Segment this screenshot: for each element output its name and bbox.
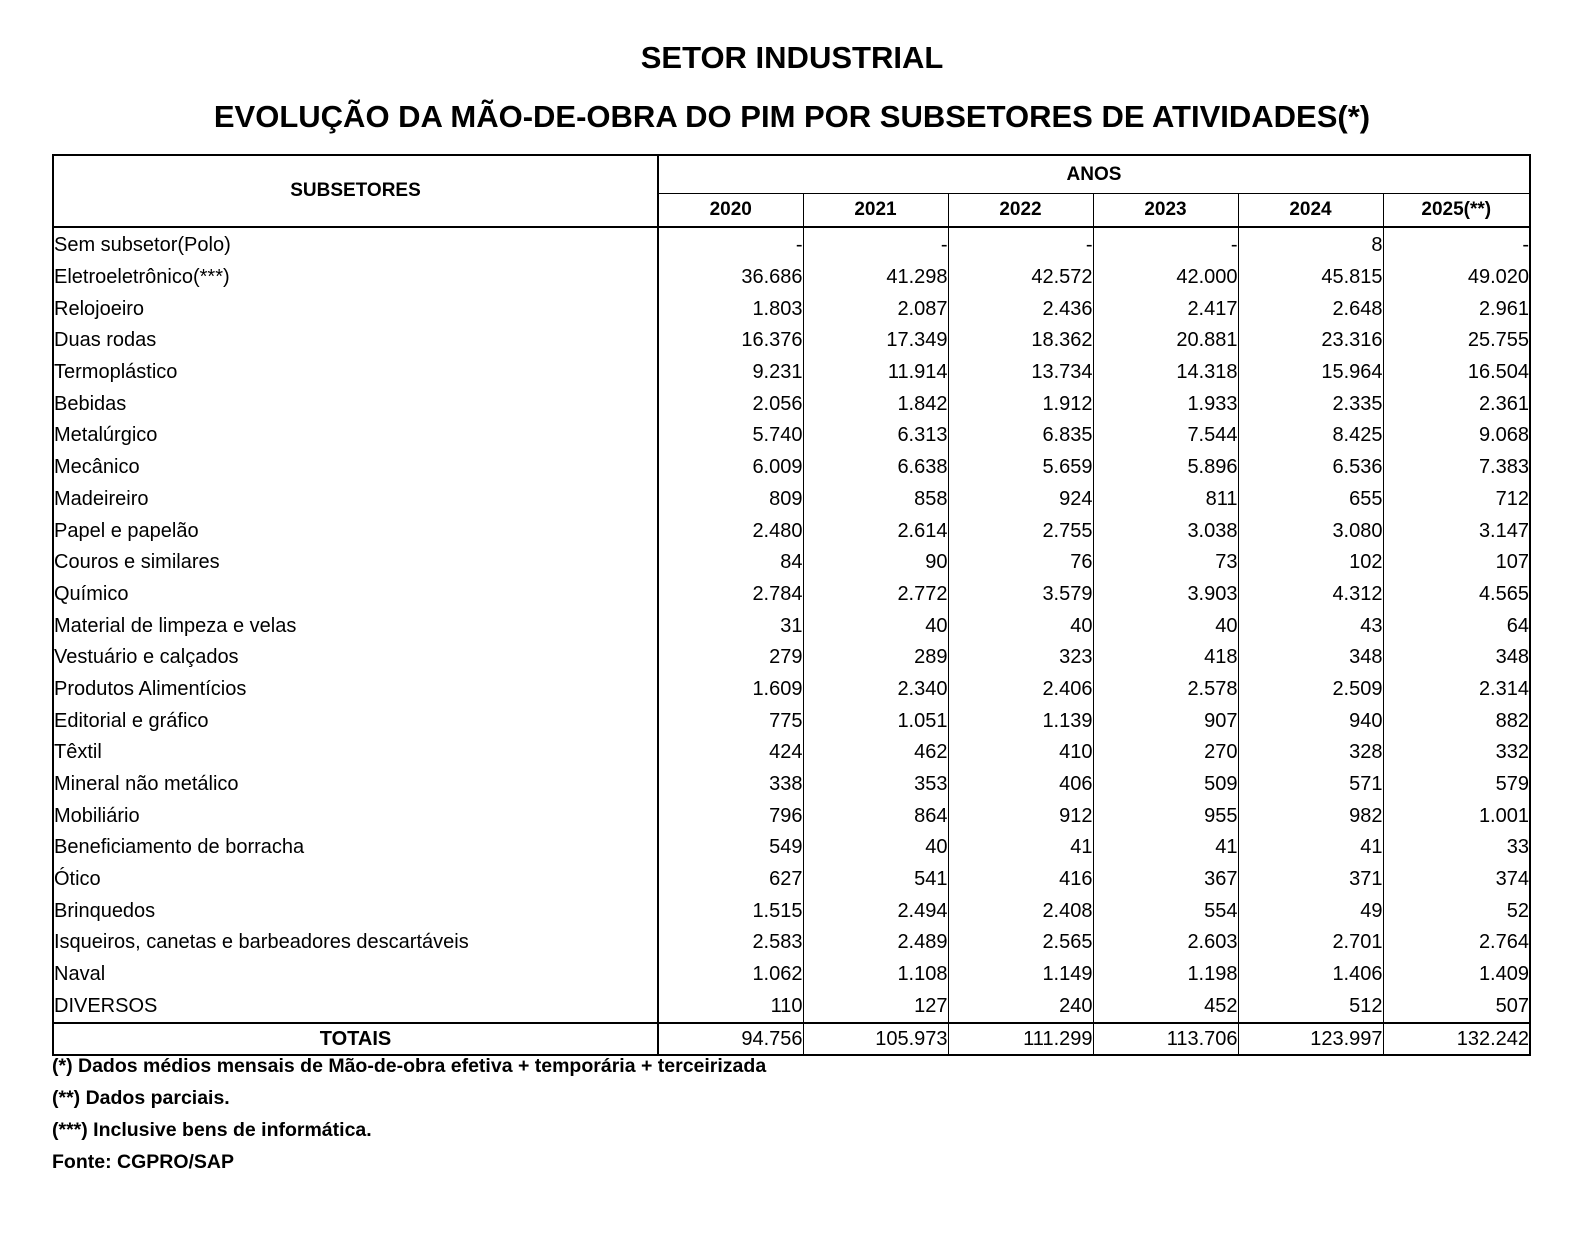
total-cell: 113.706 [1093,1023,1238,1055]
table-cell: 289 [803,642,948,674]
table-cell: 64 [1506,614,1529,637]
table-row [53,705,1530,737]
table-cell: 41 [1093,832,1238,864]
table-cell: 371 [1238,864,1383,896]
table-cell: 348 [1238,642,1383,674]
table-cell: 1.001 [1478,804,1529,827]
table-cell: 2.494 [803,895,948,927]
table-cell: 41.298 [803,262,948,294]
total-cell: 111.299 [948,1023,1093,1055]
page-subtitle: EVOLUÇÃO DA MÃO-DE-OBRA DO PIM POR SUBSETORES DE ATIVIDADES(*) [213,99,1371,134]
table-cell: 4.565 [1478,582,1529,605]
table-row [53,227,1530,262]
subsector-name: Relojoeiro [53,293,658,325]
table-cell: 2.314 [1478,677,1529,700]
footnote: Fonte: CGPRO/SAP [52,1151,235,1173]
table-cell: - [1522,234,1529,257]
table-cell: 20.881 [1093,325,1238,357]
subsector-name: Têxtil [53,737,658,769]
table-row [53,610,1530,642]
subsector-name: Ótico [53,864,658,896]
table-cell: 17.349 [803,325,948,357]
table-cell: 11.914 [803,357,948,389]
table-cell: 2.755 [948,515,1093,547]
table-cell: 1.409 [1478,963,1529,986]
table-row [53,927,1530,959]
table-row [53,832,1530,864]
labor-table [52,154,1531,1056]
table-row [53,737,1530,769]
table-cell: 31 [658,610,803,642]
subsector-name: Madeireiro [53,484,658,516]
table-cell: 9.068 [1478,424,1529,447]
table-row [53,484,1530,516]
table-cell: 1.149 [948,959,1093,991]
subsector-name: Produtos Alimentícios [53,674,658,706]
table-cell: 42.572 [948,262,1093,294]
table-cell: 43 [1238,610,1383,642]
table-cell: 2.565 [948,927,1093,959]
table-cell: 8 [1238,227,1383,262]
table-cell: 858 [803,484,948,516]
table-cell: 14.318 [1093,357,1238,389]
table-cell: 2.772 [803,579,948,611]
subsector-name: Metalúrgico [53,420,658,452]
table-cell: 5.659 [948,452,1093,484]
subsector-name: Químico [53,579,658,611]
table-cell: 332 [1495,741,1529,764]
table-cell: 541 [803,864,948,896]
subsector-name: Beneficiamento de borracha [53,832,658,864]
table-cell: 579 [1495,773,1529,796]
table-cell: 36.686 [658,262,803,294]
table-cell: 406 [948,769,1093,801]
table-cell: 571 [1238,769,1383,801]
table-cell: 2.335 [1238,388,1383,420]
table-cell: - [1093,227,1238,262]
table-cell: 6.835 [948,420,1093,452]
table-cell: 416 [948,864,1093,896]
table-cell: 6.536 [1238,452,1383,484]
table-cell: 809 [658,484,803,516]
table-cell: 5.740 [658,420,803,452]
table-cell: 1.062 [658,959,803,991]
table-cell: 9.231 [658,357,803,389]
table-cell: 1.933 [1093,388,1238,420]
totals-row [53,1023,1530,1055]
table-cell: 549 [658,832,803,864]
table-row [53,262,1530,294]
subsector-name: Sem subsetor(Polo) [53,227,658,262]
subsector-name: Naval [53,959,658,991]
table-cell: 1.139 [948,705,1093,737]
subsector-name: Termoplástico [53,357,658,389]
table-cell: 328 [1238,737,1383,769]
table-row [53,579,1530,611]
table-cell: 279 [658,642,803,674]
table-cell: 1.515 [658,895,803,927]
totals-label: TOTAIS [53,1023,658,1055]
table-cell: 367 [1093,864,1238,896]
table-cell: 3.903 [1093,579,1238,611]
table-cell: 270 [1093,737,1238,769]
table-cell: 882 [1495,709,1529,732]
table-cell: - [803,227,948,262]
table-cell: 33 [1506,836,1529,859]
table-cell: 924 [948,484,1093,516]
page-title: SETOR INDUSTRIAL [640,40,944,75]
table-cell: 712 [1495,487,1529,510]
table-cell: - [658,227,803,262]
footnotes [52,1052,766,1180]
table-cell: 410 [948,737,1093,769]
table-cell: 49.020 [1467,266,1529,289]
table-cell: 110 [658,991,803,1024]
year-header: 2020 [658,194,803,228]
table-row [53,420,1530,452]
table-cell: 1.803 [658,293,803,325]
subsector-name: Brinquedos [53,895,658,927]
table-cell: 40 [948,610,1093,642]
table-row [53,674,1530,706]
subsector-name: Bebidas [53,388,658,420]
table-cell: 955 [1093,800,1238,832]
table-cell: - [948,227,1093,262]
table-cell: 2.408 [948,895,1093,927]
table-row [53,991,1530,1024]
table-cell: 2.489 [803,927,948,959]
table-row [53,895,1530,927]
table-cell: 41 [1238,832,1383,864]
table-cell: 1.108 [803,959,948,991]
year-header: 2025(**) [1383,194,1530,228]
table-cell: 18.362 [948,325,1093,357]
table-cell: 73 [1093,547,1238,579]
table-cell: 2.340 [803,674,948,706]
total-cell: 105.973 [803,1023,948,1055]
table-cell: 6.313 [803,420,948,452]
table-cell: 2.961 [1478,297,1529,320]
table-cell: 2.436 [948,293,1093,325]
table-row [53,515,1530,547]
subsector-name: Couros e similares [53,547,658,579]
footnote: (*) Dados médios mensais de Mão-de-obra efetiva + temporária + terceirizada [52,1055,767,1077]
table-cell: 1.609 [658,674,803,706]
table-cell: 2.578 [1093,674,1238,706]
subsector-header: SUBSETORES [53,155,658,227]
table-cell: 15.964 [1238,357,1383,389]
table-cell: 627 [658,864,803,896]
table-cell: 2.784 [658,579,803,611]
table-cell: 52 [1506,899,1529,922]
table-cell: 462 [803,737,948,769]
table-cell: 6.638 [803,452,948,484]
table-cell: 323 [948,642,1093,674]
table-cell: 13.734 [948,357,1093,389]
table-cell: 509 [1093,769,1238,801]
table-cell: 2.361 [1478,392,1529,415]
table-row [53,959,1530,991]
table-cell: 84 [658,547,803,579]
table-cell: 353 [803,769,948,801]
table-row [53,800,1530,832]
table-cell: 1.842 [803,388,948,420]
table-cell: 2.406 [948,674,1093,706]
table-cell: 2.417 [1093,293,1238,325]
footnote: (***) Inclusive bens de informática. [52,1119,372,1141]
table-cell: 127 [803,991,948,1024]
table-row [53,357,1530,389]
table-cell: 90 [803,547,948,579]
table-cell: 49 [1238,895,1383,927]
table-cell: 374 [1495,868,1529,891]
subsector-name: Mineral não metálico [53,769,658,801]
footnote: (**) Dados parciais. [52,1087,230,1109]
table-cell: 2.764 [1478,931,1529,954]
year-header: 2023 [1093,194,1238,228]
table-cell: 418 [1093,642,1238,674]
table-cell: 40 [803,832,948,864]
table-cell: 796 [658,800,803,832]
subsector-name: DIVERSOS [53,991,658,1024]
table-cell: 16.376 [658,325,803,357]
table-cell: 940 [1238,705,1383,737]
table-cell: 3.080 [1238,515,1383,547]
table-cell: 348 [1495,646,1529,669]
table-cell: 3.579 [948,579,1093,611]
table-cell: 2.701 [1238,927,1383,959]
year-header: 2021 [803,194,948,228]
table-cell: 2.603 [1093,927,1238,959]
table-row [53,388,1530,420]
table-cell: 655 [1238,484,1383,516]
subsector-name: Isqueiros, canetas e barbeadores descartáveis [53,927,658,959]
table-cell: 7.544 [1093,420,1238,452]
table-row [53,452,1530,484]
table-cell: 811 [1093,484,1238,516]
table-cell: 864 [803,800,948,832]
table-row [53,325,1530,357]
subsector-name: Papel e papelão [53,515,658,547]
table-cell: 2.087 [803,293,948,325]
table-cell: 240 [948,991,1093,1024]
table-row [53,769,1530,801]
subsector-name: Mecânico [53,452,658,484]
table-cell: 2.583 [658,927,803,959]
table-cell: 907 [1093,705,1238,737]
table-cell: 76 [948,547,1093,579]
table-cell: 3.038 [1093,515,1238,547]
table-row [53,547,1530,579]
table-cell: 45.815 [1238,262,1383,294]
table-cell: 452 [1093,991,1238,1024]
subsector-name: Eletroeletrônico(***) [53,262,658,294]
table-cell: 1.051 [803,705,948,737]
table-cell: 424 [658,737,803,769]
table-row [53,293,1530,325]
subsector-name: Duas rodas [53,325,658,357]
table-cell: 1.912 [948,388,1093,420]
table-cell: 775 [658,705,803,737]
table-cell: 8.425 [1238,420,1383,452]
table-cell: 2.614 [803,515,948,547]
total-cell: 123.997 [1238,1023,1383,1055]
subsector-name: Editorial e gráfico [53,705,658,737]
subsector-name: Vestuário e calçados [53,642,658,674]
subsector-name: Material de limpeza e velas [53,610,658,642]
total-cell: 94.756 [658,1023,803,1055]
total-cell: 132.242 [1383,1023,1530,1055]
table-cell: 1.406 [1238,959,1383,991]
table-cell: 6.009 [658,452,803,484]
year-header: 2024 [1238,194,1383,228]
table-cell: 507 [1495,994,1529,1017]
table-cell: 16.504 [1467,361,1529,384]
table-cell: 338 [658,769,803,801]
table-cell: 25.755 [1467,329,1529,352]
table-cell: 40 [803,610,948,642]
years-header: ANOS [658,155,1530,194]
table-row [53,642,1530,674]
table-cell: 41 [948,832,1093,864]
table-cell: 7.383 [1478,456,1529,479]
table-cell: 2.509 [1238,674,1383,706]
year-header: 2022 [948,194,1093,228]
table-cell: 1.198 [1093,959,1238,991]
table-cell: 2.480 [658,515,803,547]
table-cell: 912 [948,800,1093,832]
table-cell: 40 [1093,610,1238,642]
table-cell: 23.316 [1238,325,1383,357]
table-cell: 554 [1093,895,1238,927]
table-cell: 4.312 [1238,579,1383,611]
table-cell: 2.648 [1238,293,1383,325]
table-cell: 982 [1238,800,1383,832]
table-cell: 512 [1238,991,1383,1024]
table-cell: 42.000 [1093,262,1238,294]
table-cell: 102 [1238,547,1383,579]
table-cell: 5.896 [1093,452,1238,484]
table-cell: 2.056 [658,388,803,420]
subsector-name: Mobiliário [53,800,658,832]
table-cell: 3.147 [1478,519,1529,542]
table-cell: 107 [1495,551,1529,574]
table-row [53,864,1530,896]
